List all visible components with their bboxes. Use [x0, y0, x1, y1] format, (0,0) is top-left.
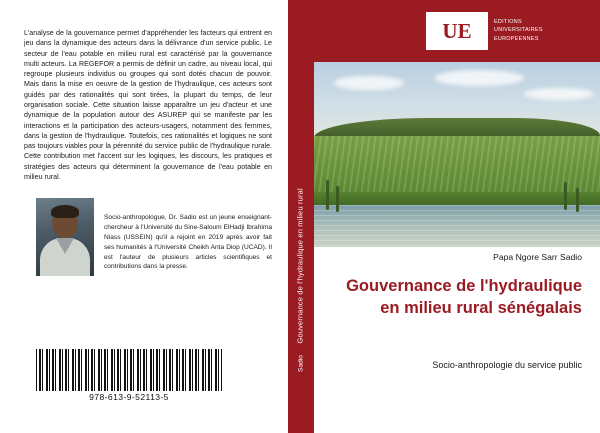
- photo-cloud: [524, 88, 594, 100]
- photo-reed: [336, 186, 339, 212]
- publisher-line-2: UNIVERSITAIRES: [494, 27, 543, 34]
- front-cover-panel: [314, 0, 600, 433]
- publisher-header-band: [314, 0, 600, 62]
- front-subtitle: Socio-anthropologie du service public: [432, 360, 582, 370]
- back-cover-panel: [0, 0, 288, 433]
- photo-reed: [564, 182, 567, 210]
- spine-title-label: Gouvernance de l'hydraulique en milieu rural: [295, 188, 305, 344]
- spine-author-label: Sadio: [297, 355, 305, 372]
- publisher-logo-letters: UE: [442, 18, 472, 43]
- portrait-hair-shape: [51, 205, 79, 218]
- publisher-logo-icon: [426, 12, 488, 50]
- barcode-block: [36, 349, 222, 405]
- author-biography: Socio-anthropologue, Dr. Sadio est un jeune enseignant-chercheur à l'Université du Sine-Saloum ElHadji Ibrahima Niass (USSEIN) qu'il a rejoint en 2019 après avoir fait ses humanités à l'Université Cheikh Anta Diop (UCAD). Il est l'auteur de plusieurs articles scientifiques et contributions dans la presse.: [104, 214, 272, 271]
- photo-water: [314, 205, 600, 247]
- publisher-name-block: [494, 18, 590, 43]
- isbn-number: 978-613-9-52113-5: [89, 392, 169, 402]
- back-cover-blurb: L'analyse de la gouvernance permet d'appréhender les facteurs qui entrent en jeu dans la dynamique des acteurs dans la délivrance d'un service public. Le secteur de l'eau potable en milieu rural est caractérisé par la gouvernance multi acteurs. La REGEFOR a permis de définir un cadre, au niveau local, qui regroupe plusieurs individus ou groupes qui sont dotés chacun de pouvoir. Mais dans la mise en oeuvre de la gestion de l'hydraulique, ces acteurs sont guidés par des rationalités qui sont tirées, la plupart du temps, de leur organisation sociale. Cette situation laisse apparaître un jeu d'acteur et une dynamique de la population autour des ASUREP qui se manifeste par les interactions et la participation des acteurs-usagers, notamment des femmes, dans la gestion de l'hydraulique. Toutefois, ces rationalités et logiques ne sont pas toujours viables pour la pérennité du service public de l'hydraulique rurale. Cette contribution met l'accent sur les logiques, les discours, les pratiques et stratégies des acteurs qui déterminent la gouvernance de l'eau potable en milieu rural.: [24, 29, 272, 181]
- front-author-name: Papa Ngore Sarr Sadio: [493, 252, 582, 262]
- front-book-title: Gouvernance de l'hydraulique en milieu rural sénégalais: [346, 277, 582, 317]
- barcode-icon: [36, 349, 222, 391]
- book-spine: [288, 0, 314, 433]
- photo-reed: [576, 188, 579, 212]
- photo-green-field: [314, 136, 600, 198]
- publisher-line-3: EUROPEENNES: [494, 35, 539, 42]
- publisher-line-1: EDITIONS: [494, 19, 522, 25]
- author-portrait-photo: [36, 198, 94, 276]
- photo-cloud: [434, 70, 524, 86]
- photo-cloud: [334, 76, 404, 90]
- photo-reed: [326, 180, 329, 210]
- cover-photograph: [314, 62, 600, 247]
